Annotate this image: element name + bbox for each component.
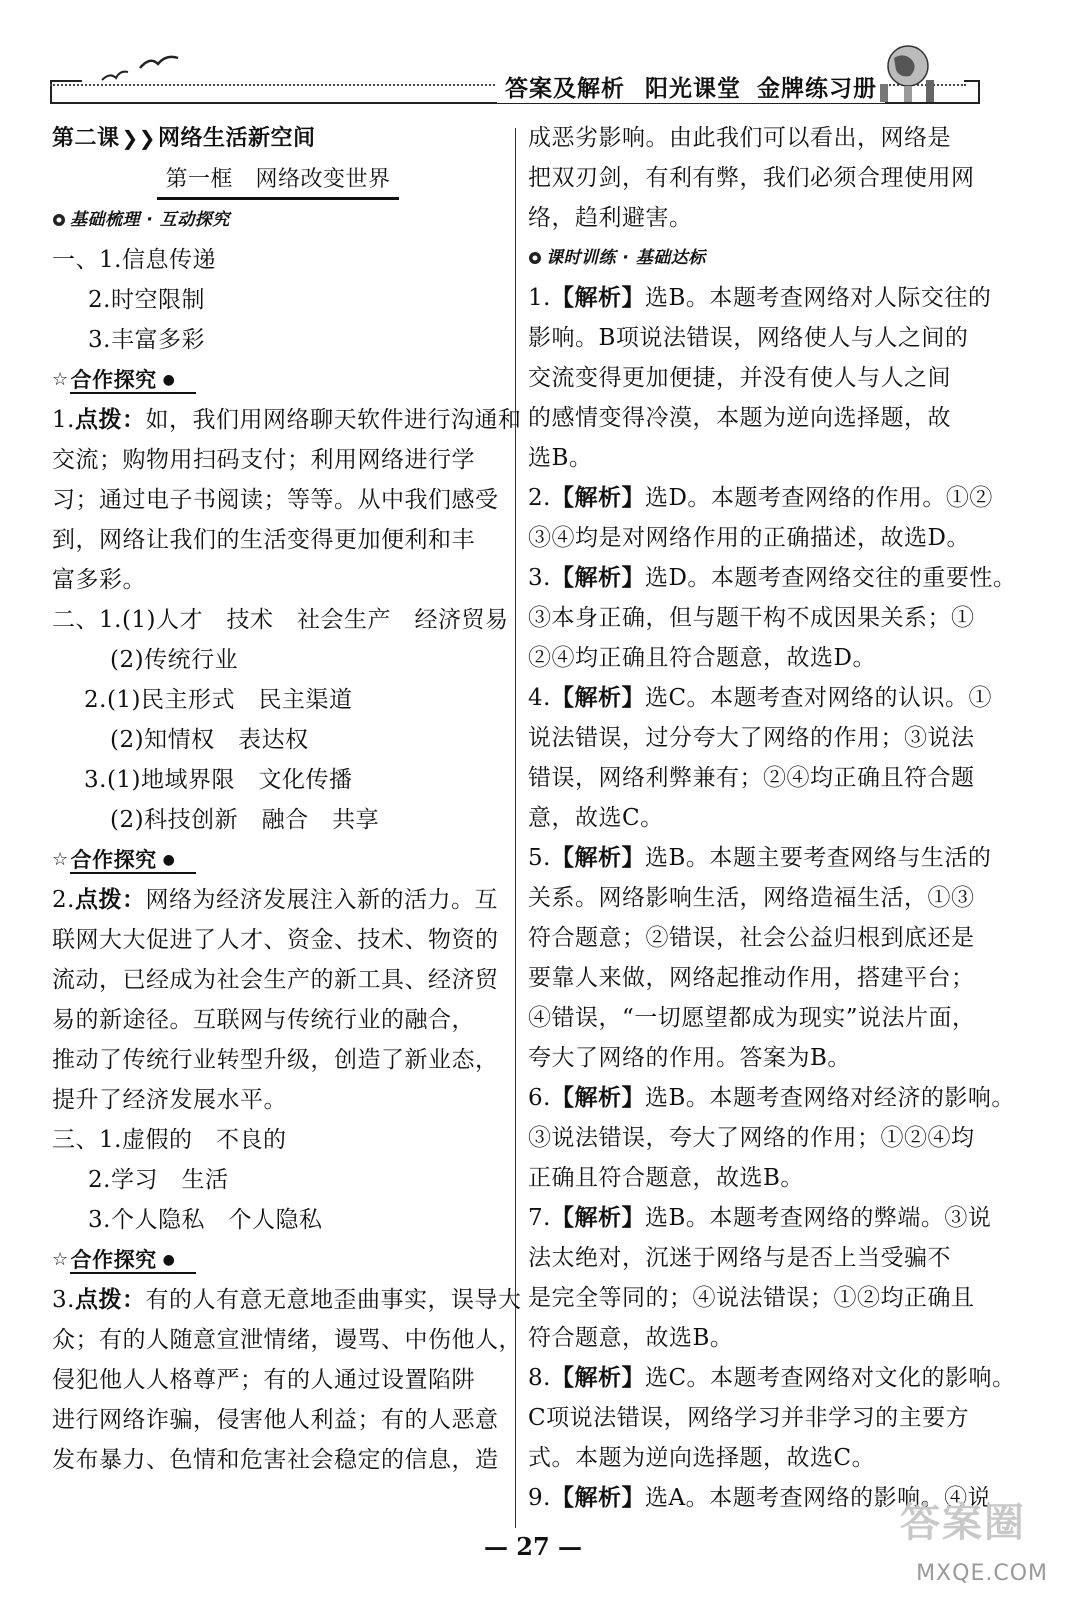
paragraph-line: 联网大大促进了人才、资金、技术、物资的: [52, 927, 499, 953]
answer-line: ④错误，“一切愿望都成为现实”说法片面，: [528, 1005, 976, 1031]
watermark-logo: 答案圈: [900, 1499, 1026, 1546]
flower-icon: [528, 251, 542, 265]
paragraph-line: 到，网络让我们的生活变得更加便利和丰: [52, 527, 475, 553]
paragraph-line: 成恶劣影响。由此我们可以看出，网络是: [528, 125, 951, 151]
list-item: 一、1.信息传递: [52, 247, 216, 273]
star-icon: ☆: [52, 369, 69, 390]
list-item: 2.时空限制: [88, 287, 205, 313]
paragraph-line: 络，趋利避害。: [528, 205, 693, 231]
answer-item: 4.【解析】选C。本题考查对网络的认识。①: [528, 685, 993, 711]
list-item: 三、1.虚假的 不良的: [52, 1127, 287, 1153]
answer-line: 法太绝对，沉迷于网络与是否上当受骗不: [528, 1245, 951, 1271]
paragraph-line: 侵犯他人人格尊严；有的人通过设置陷阱: [52, 1367, 475, 1393]
answer-line: ②④均正确且符合题意，故选D。: [528, 645, 876, 671]
answer-item: 1.【解析】选B。本题考查网络对人际交往的: [528, 285, 992, 311]
answer-line: 是完全等同的；④说法错误；①②均正确且: [528, 1285, 975, 1311]
list-item: 3.丰富多彩: [88, 327, 205, 353]
paragraph-line: 把双刃剑，有利有弊，我们必须合理使用网: [528, 165, 975, 191]
answer-label: 答案及解析: [505, 76, 625, 102]
paragraph-line: 1.点拨：如，我们用网络聊天软件进行沟通和: [52, 407, 522, 433]
paragraph-line: 推动了传统行业转型升级，创造了新业态，: [52, 1047, 499, 1073]
answer-item: 2.【解析】选D。本题考查网络的作用。①②: [528, 485, 993, 511]
answer-line: 错误，网络利弊兼有；②④均正确且符合题: [528, 765, 975, 791]
answer-item: 3.【解析】选D。本题考查网络交往的重要性。: [528, 565, 1017, 591]
answer-line: C项说法错误，网络学习并非学习的主要方: [528, 1405, 970, 1431]
header-title: [497, 70, 885, 103]
paragraph-line: 发布暴力、色情和危害社会稳定的信息，造: [52, 1447, 499, 1473]
answer-line: 说法错误，过分夸大了网络的作用；③说法: [528, 725, 975, 751]
paragraph-line: 众；有的人随意宣泄情绪，谩骂、中伤他人，: [52, 1327, 522, 1353]
list-item: 3.(1)地域界限 文化传播: [84, 767, 353, 793]
dot-icon: ●: [162, 1252, 176, 1268]
chevron-right-icon: ❯❯: [121, 126, 157, 150]
left-column: [52, 118, 522, 1480]
answer-line: 正确且符合题意，故选B。: [528, 1165, 804, 1191]
answer-line: 要靠人来做，网络起推动作用，搭建平台；: [528, 965, 975, 991]
paragraph-line: 习；通过电子书阅读；等等。从中我们感受: [52, 487, 499, 513]
list-item: 二、1.(1)人才 技术 社会生产 经济贸易: [52, 607, 509, 633]
answer-line: 影响。B项说法错误，网络使人与人之间的: [528, 325, 969, 351]
list-item: (2)知情权 表达权: [110, 727, 309, 753]
lesson-title: 网络生活新空间: [158, 126, 316, 151]
paragraph-line: 流动，已经成为社会生产的新工具、经济贸: [52, 967, 499, 993]
coop-heading: ☆ 合作探究 ●: [52, 840, 504, 880]
paragraph-line: 富多彩。: [52, 567, 146, 593]
flower-icon: [52, 213, 66, 227]
answer-line: 式。本题为逆向选择题，故选C。: [528, 1445, 876, 1471]
section-heading-basics: 基础梳理 · 互动探究: [52, 200, 504, 240]
dot-icon: ●: [162, 372, 176, 388]
dot-icon: ●: [162, 852, 176, 868]
header-corner-right: [964, 80, 980, 104]
page-number: — 27 —: [483, 1532, 583, 1561]
paragraph-line: 易的新途径。互联网与传统行业的融合，: [52, 1007, 475, 1033]
page-header: [30, 40, 980, 110]
answer-line: 意，故选C。: [528, 805, 664, 831]
answer-line: 关系。网络影响生活，网络造福生活，①③: [528, 885, 975, 911]
paragraph-line: 进行网络诈骗，侵害他人利益；有的人恶意: [52, 1407, 499, 1433]
star-icon: ☆: [52, 849, 69, 870]
coop-heading: ☆ 合作探究 ●: [52, 360, 504, 400]
frame-title: 第一框 网络改变世界: [52, 160, 504, 200]
answer-item: 7.【解析】选B。本题考查网络的弊端。③说: [528, 1205, 992, 1231]
answer-line: 交流变得更加便捷，并没有使人与人之间: [528, 365, 951, 391]
coop-heading: ☆ 合作探究 ●: [52, 1240, 504, 1280]
answer-line: 的感情变得冷漠，本题为逆向选择题，故: [528, 405, 951, 431]
answer-line: ③本身正确，但与题干构不成因果关系；①: [528, 605, 975, 631]
column-divider: [515, 128, 516, 1528]
paragraph-line: 交流；购物用扫码支付；利用网络进行学: [52, 447, 475, 473]
paragraph-line: 提升了经济发展水平。: [52, 1087, 287, 1113]
star-icon: ☆: [52, 1249, 69, 1270]
list-item: 2.(1)民主形式 民主渠道: [84, 687, 353, 713]
right-column: [528, 118, 1017, 1518]
answer-item: 5.【解析】选B。本题主要考查网络与生活的: [528, 845, 992, 871]
answer-line: ③说法错误，夸大了网络的作用；①②④均: [528, 1125, 975, 1151]
answer-line: 符合题意，故选B。: [528, 1325, 734, 1351]
answer-line: 夸大了网络的作用。答案为B。: [528, 1045, 851, 1071]
watermark-text: MXQE.COM: [916, 1561, 1048, 1586]
paragraph-line: 3.点拨：有的人有意无意地歪曲事实，误导大: [52, 1287, 522, 1313]
list-item: (2)科技创新 融合 共享: [110, 807, 380, 833]
lesson-heading: [52, 118, 504, 158]
lesson-label: 第二课: [52, 126, 120, 151]
answer-line: ③④均是对网络作用的正确描述，故选D。: [528, 525, 970, 551]
brand-name: 阳光课堂: [645, 75, 741, 102]
globe-icon: [870, 40, 950, 106]
list-item: (2)传统行业: [110, 647, 239, 673]
section-heading-exercises: 课时训练 · 基础达标: [528, 238, 980, 278]
book-name: 金牌练习册: [757, 75, 877, 102]
list-item: 3.个人隐私 个人隐私: [88, 1207, 323, 1233]
answer-list: [528, 278, 1017, 1518]
answer-line: 符合题意；②错误，社会公益归根到底还是: [528, 925, 975, 951]
paragraph-line: 2.点拨：网络为经济发展注入新的活力。互: [52, 887, 498, 913]
list-item: 2.学习 生活: [88, 1167, 229, 1193]
answer-item: 9.【解析】选A。本题考查网络的影响。④说: [528, 1485, 992, 1511]
answer-line: 选B。: [528, 445, 593, 471]
answer-item: 8.【解析】选C。本题考查网络对文化的影响。: [528, 1365, 1016, 1391]
answer-item: 6.【解析】选B。本题考查网络对经济的影响。: [528, 1085, 1015, 1111]
